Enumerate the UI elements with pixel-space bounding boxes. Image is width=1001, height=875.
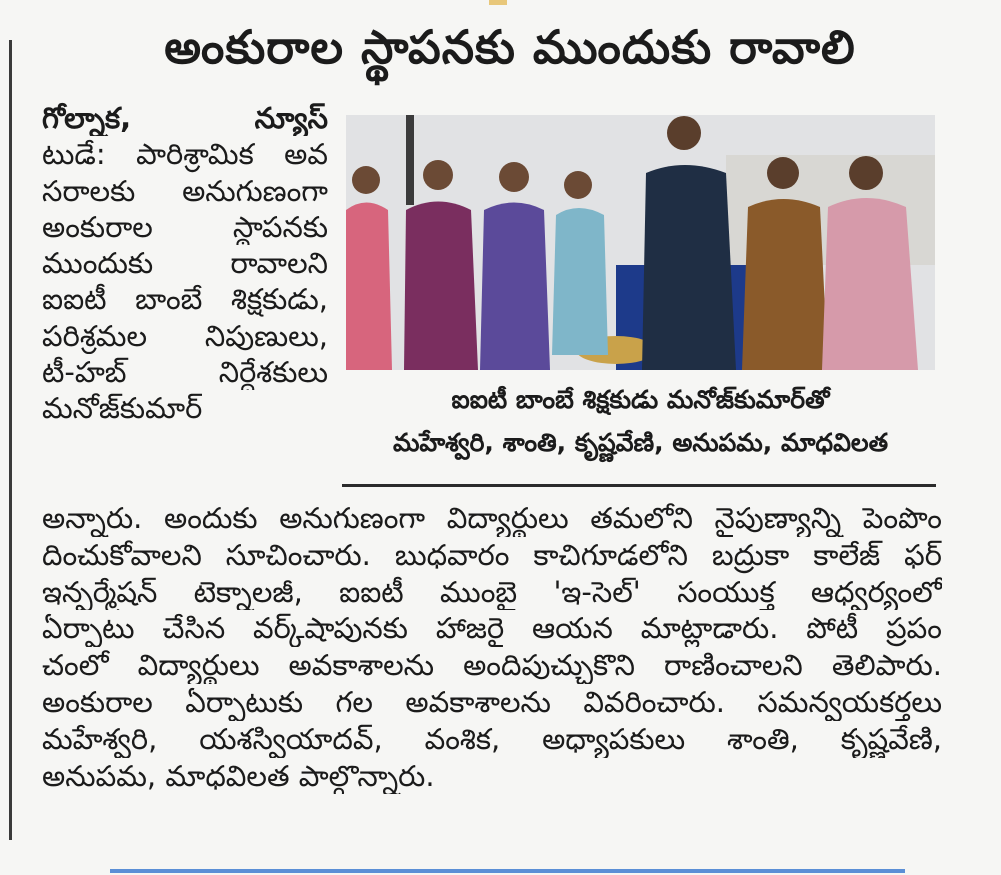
body-line: దించుకోవాలని సూచించారు. బుధవారం కాచిగూడలోని బద్రుకా కాలేజ్ ఫర్ [42, 537, 942, 572]
intro-line: ముందుకు రావాలని [42, 246, 328, 281]
body-line: ఏర్పాటు చేసిన వర్క్‌షాపునకు హాజరై ఆయన మాట్లాడారు. పోటీ ప్రపం [42, 611, 942, 646]
intro-line: అంకురాల స్థాపనకు [42, 209, 328, 244]
intro-line: ఐఐటీ బాంబే శిక్షకుడు, [42, 282, 328, 317]
body-line: మహేశ్వరి, యశస్వియాదవ్, వంశిక, అధ్యాపకులు శాంతి, కృష్ణవేణి, [42, 721, 942, 756]
body-line: అన్నారు. అందుకు అనుగుణంగా విద్యార్థులు తమలోని నైపుణ్యాన్ని పెంపొం [42, 501, 942, 535]
bottom-divider [110, 869, 905, 873]
body-line: ఇన్ఫర్మేషన్ టెక్నాలజీ, ఐఐటీ ముంబై 'ఇ-సెల్' సంయుక్త ఆధ్వర్యంలో [42, 574, 942, 609]
intro-column [42, 100, 328, 427]
article-body [42, 500, 942, 794]
news-photo [346, 115, 935, 370]
top-edge-mark [489, 0, 507, 5]
body-line: చంలో విద్యార్థులు అవకాశాలను అందిపుచ్చుకొని రాణించాలని తెలిపారు. [42, 648, 942, 683]
intro-line: టుడే: పారిశ్రామిక అవ [42, 137, 328, 172]
caption-line: మహేశ్వరి, శాంతి, కృష్ణవేణి, అనుపమ, మాధవిలత [392, 428, 889, 457]
caption-divider [342, 484, 936, 487]
column-rule [9, 40, 12, 840]
headline: అంకురాల స్థాపనకు ముందుకు రావాలి [164, 20, 856, 74]
body-line: అంకురాల ఏర్పాటుకు గల అవకాశాలను వివరించారు. సమన్వయకర్తలు [42, 684, 942, 719]
intro-line: పరిశ్రమల నిపుణులు, [42, 318, 328, 353]
intro-line: గోల్నాక, న్యూస్ [42, 101, 328, 135]
intro-line: మనోజ్‌కుమార్ [42, 391, 203, 426]
caption-line: ఐఐటీ బాంబే శిక్షకుడు మనోజ్‌కుమార్‌తో [451, 385, 830, 414]
photo-caption [346, 378, 935, 464]
intro-line: టీ-హబ్ నిర్దేశకులు [42, 355, 328, 390]
body-line: అనుపమ, మాధవిలత పాల్గొన్నారు. [42, 758, 435, 793]
intro-line: సరాలకు అనుగుణంగా [42, 173, 328, 208]
